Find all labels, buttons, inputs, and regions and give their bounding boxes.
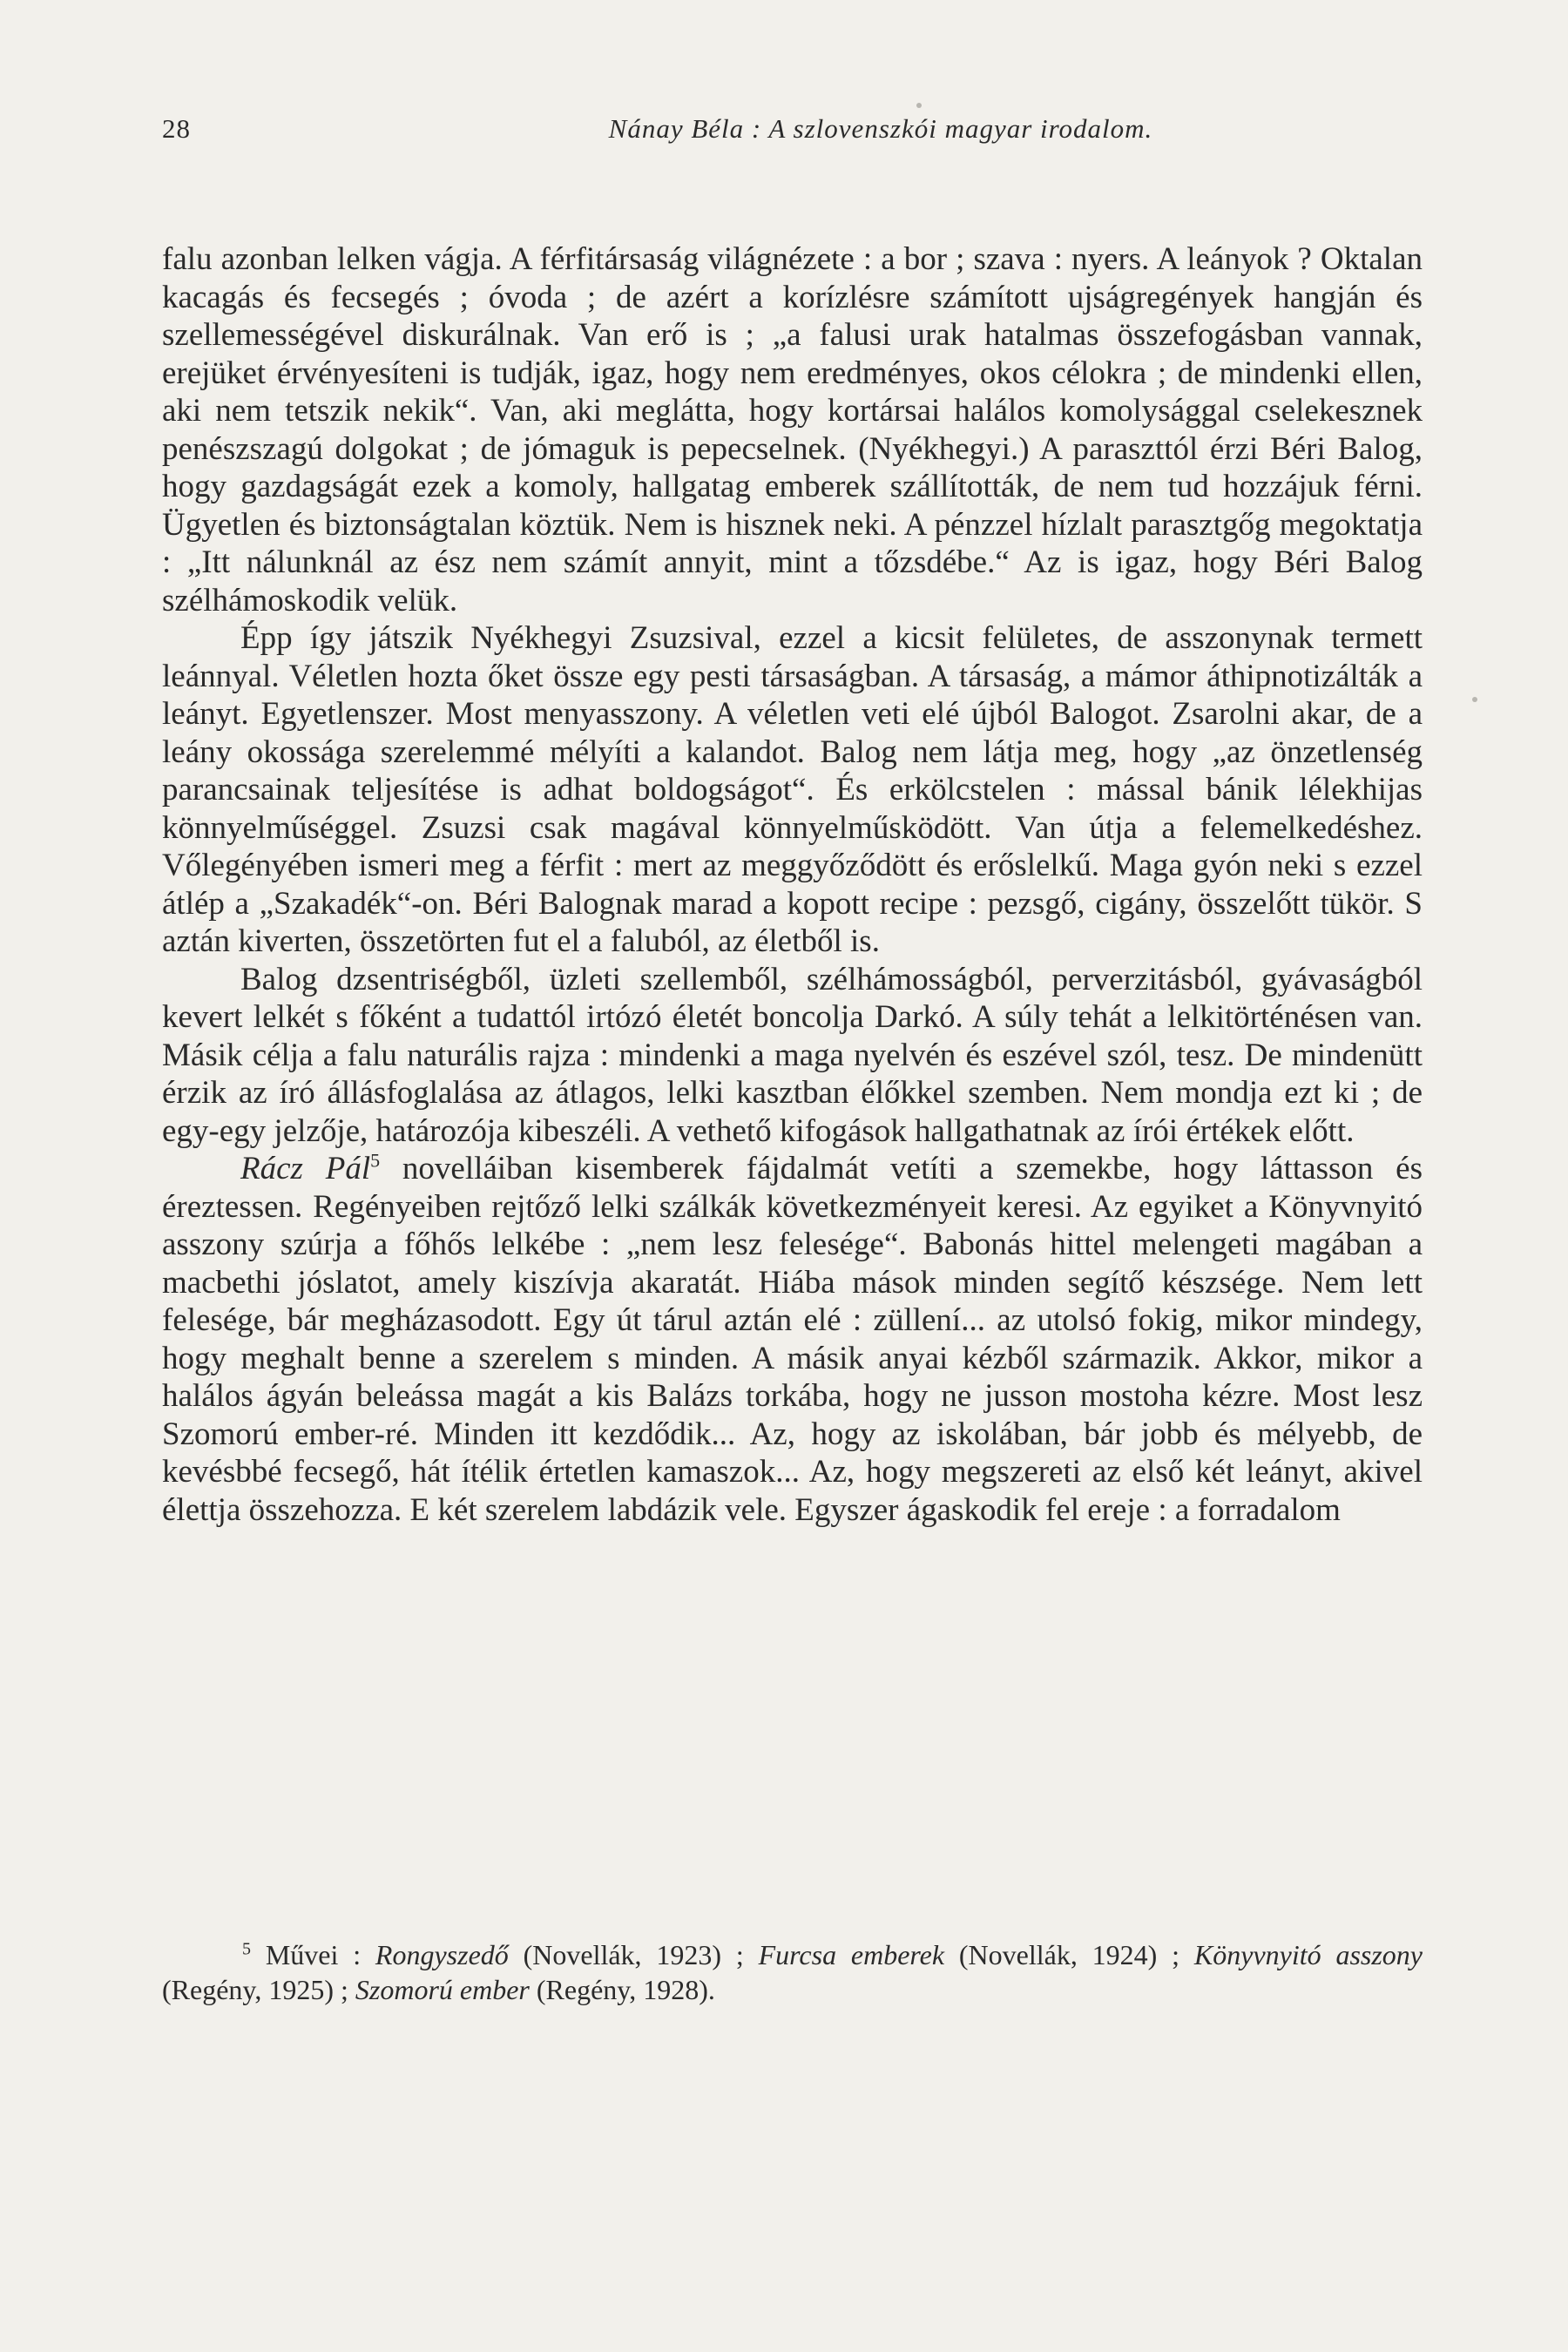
work-title-2: Furcsa emberek <box>758 1939 945 1970</box>
paragraph-1: falu azonban lelken vágja. A férfitársaság világnézete : a bor ; szava : nyers. A leányok ? Oktalan kacagás és fecsegés ; óvoda ; de azért a korízlésre számított ujságregények hangján és szellemességével diskurálnak. Van erő is ; „a falusi urak hatalmas összefogásban vannak, erejüket érvényesíteni is tudják, igaz, hogy nem eredményes, okos célokra ; de mindenki ellen, aki nem tetszik nekik“. Van, aki meglátta, hogy kortársai halálos komolysággal cselekesznek penészszagú dolgokat ; de jómaguk is pepecselnek. (Nyékhegyi.) A paraszttól érzi Béri Balog, hogy gazdagságát ezek a komoly, hallgatag emberek szállították, de nem tud hozzájuk férni. Ügyetlen és biztonságtalan köztük. Nem is hisznek neki. A pénzzel hízlalt parasztgőg megoktatja : „Itt nálunknál az ész nem számít annyit, mint a tőzsdébe.“ Az is igaz, hogy Béri Balog szélhámoskodik velük. <box>162 241 1423 618</box>
page-number: 28 <box>162 113 191 144</box>
body-text <box>162 240 1423 1529</box>
paragraph-3: Balog dzsentriségből, üzleti szellemből, szélhámosságból, perverzitásból, gyávaságból kevert lelkét s főként a tudattól irtózó életét boncolja Darkó. A súly tehát a lelkitörténésen van. Másik célja a falu naturális rajza : mindenki a maga nyelvén és eszével szól, tesz. De mindenütt érzik az író állásfoglalása az átlagos, lelki kasztban élőkkel szemben. Nem mondja ezt ki ; de egy-egy jelzője, határozója kibeszéli. A vethető kifogások hallgathatnak az írói értékek előtt. <box>162 961 1423 1149</box>
work-info-1: (Novellák, 1923) ; <box>508 1939 759 1970</box>
work-title-1: Rongyszedő <box>375 1939 509 1970</box>
paragraph-4-text: novelláiban kisemberek fájdalmát vetíti a szemekbe, hogy láttasson és éreztessen. Regényeiben rejtőző lelki szálkák következményeit keresi. Az egyiket a Könyvnyitó asszony szúrja a főhős lelkébe : „nem lesz felesége“. Babonás hittel melengeti magában a macbethi jóslatot, amely kiszívja akaratát. Hiába mások minden segítő készsége. Nem lett felesége, bár megházasodott. Egy út tárul aztán elé : züllení... az utolsó fokig, mikor mindegy, hogy meghalt benne a szerelem s minden. A másik anyai kézből származik. Akkor, mikor a halálos ágyán beleássa magát a kis Balázs torkába, hogy ne jusson mostoha kézre. Most lesz Szomorú ember-ré. Minden itt kezdődik... Az, hogy az iskolában, bár jobb és mélyebb, de kevésbbé fecsegő, hát ítélik értetlen kamaszok... Az, hogy megszereti az első két leányt, akivel élettja összehozza. E két szerelem labdázik vele. Egyszer ágaskodik fel ereje : a forradalom <box>162 1151 1423 1528</box>
paragraph-2: Épp így játszik Nyékhegyi Zsuzsival, ezzel a kicsit felületes, de asszonynak termett leánnyal. Véletlen hozta őket össze egy pesti társaságban. A társaság, a mámor áthipnotizálták a leányt. Egyetlenszer. Most menyasszony. A véletlen veti elé újból Balogot. Zsarolni akar, de a leány okossága szerelemmé mélyíti a kalandot. Balog nem látja meg, hogy „az önzetlenség parancsainak teljesítése is adhat boldogságot“. És erkölcstelen : mással bánik lélekhijas könnyelműséggel. Zsuzsi csak magával könnyelműsködött. Van útja a felemelkedéshez. Vőlegényében ismeri meg a férfit : mert az meggyőződött és erőslelkű. Maga gyón neki s ezzel átlép a „Szakadék“-on. Béri Balognak marad a kopott recipe : pezsgő, cigány, összelőtt tükör. S aztán kiverten, összetörten fut el a faluból, az életből is. <box>162 620 1423 959</box>
work-info-4: (Regény, 1928). <box>529 1974 715 2005</box>
running-head <box>162 113 1416 152</box>
footnote-number: 5 <box>242 1939 251 1959</box>
work-title-3: Könyvnyitó asszony <box>1193 1939 1423 1970</box>
work-title-4: Szomorú ember <box>355 1974 530 2005</box>
footnote-reference: 5 <box>370 1149 381 1172</box>
author-name: Rácz Pál <box>240 1151 371 1186</box>
footnote <box>162 1937 1423 2007</box>
paragraph-4 <box>162 1150 1423 1529</box>
work-info-2: (Novellák, 1924) ; <box>944 1939 1194 1970</box>
footnote-lead: Művei : <box>251 1939 375 1970</box>
paper-speck <box>916 103 922 108</box>
paper-speck <box>1472 697 1477 702</box>
running-title: Nánay Béla : A szlovenszkói magyar irodalom. <box>608 113 1153 144</box>
work-info-3: (Regény, 1925) ; <box>162 1974 355 2005</box>
